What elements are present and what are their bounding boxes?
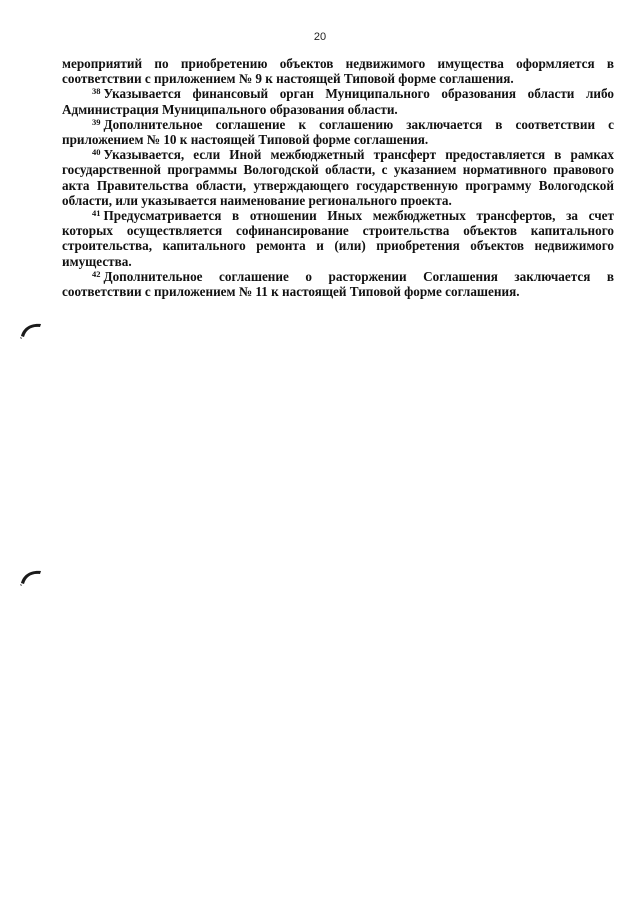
footnote-marker: 41: [92, 208, 101, 219]
punch-hole-mark-icon: [18, 566, 44, 586]
footnotes-body: [62, 56, 614, 299]
footnote-38: [62, 86, 614, 116]
footnote-text: Указывается, если Иной межбюджетный трансферт предоставляется в рамках государственной программы Вологодской области, с указанием нормативного правового акта Правительства области, утверждающего государственную программу Вологодской области, или указывается наименование регионального проекта.: [62, 147, 614, 208]
footnote-marker: 42: [92, 268, 101, 279]
footnote-41: [62, 208, 614, 269]
footnote-marker: 38: [92, 86, 101, 97]
footnote-marker: 40: [92, 147, 101, 158]
footnote-text: Указывается финансовый орган Муниципального образования области либо Администрация Муниципального образования области.: [62, 86, 614, 117]
footnote-text: Предусматривается в отношении Иных межбюджетных трансфертов, за счет которых осуществляется софинансирование строительства объектов капитального строительства, капитального ремонта и (или) приобретения объектов недвижимого имущества.: [62, 208, 614, 269]
footnote-marker: 39: [92, 116, 101, 127]
continuation-paragraph: [62, 56, 614, 86]
footnote-text: Дополнительное соглашение о расторжении Соглашения заключается в соответствии с приложением № 11 к настоящей Типовой форме соглашения.: [62, 268, 614, 300]
page-number: 20: [313, 31, 327, 43]
footnote-39: [62, 117, 614, 147]
punch-hole-mark-icon: [18, 319, 44, 339]
footnote-42: [62, 269, 614, 299]
footnote-40: [62, 147, 614, 208]
paragraph-text: мероприятий по приобретению объектов недвижимого имущества оформляется в соответствии с приложением № 9 к настоящей Типовой форме соглашения.: [62, 56, 614, 87]
footnote-text: Дополнительное соглашение к соглашению заключается в соответствии с приложением № 10 к настоящей Типовой форме соглашения.: [62, 116, 614, 148]
